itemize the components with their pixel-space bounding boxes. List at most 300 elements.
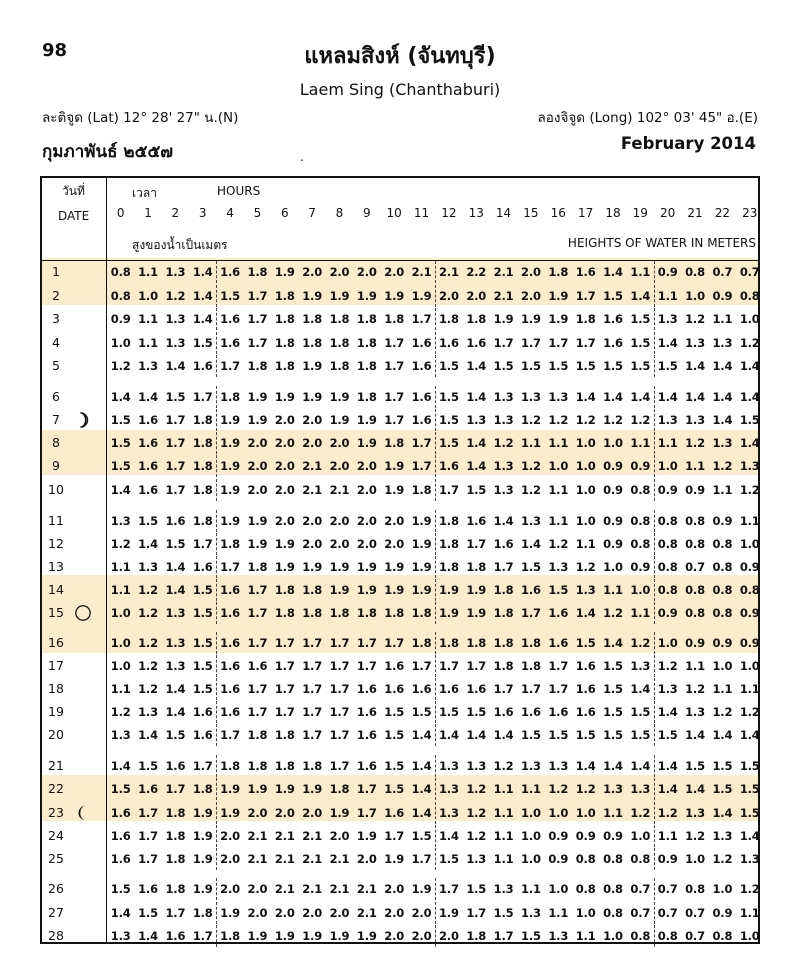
tide-value-cell: 1.9 [302,560,322,574]
table-row [42,510,758,532]
tide-value-cell: 2.0 [247,806,268,820]
tide-value-cell: 1.9 [247,782,268,796]
tide-value-cell: 1.2 [138,682,158,696]
tide-value-cell: 0.8 [712,583,733,597]
tide-value-cell: 1.9 [302,782,322,796]
tide-value-cell: 1.7 [548,682,569,696]
table-row [42,655,758,677]
tide-value-cell: 1.0 [110,336,131,350]
tide-value-cell: 1.1 [739,682,760,696]
tide-value-cell: 1.7 [548,659,569,673]
tide-value-cell: 1.4 [712,413,733,427]
tide-value-cell: 1.4 [575,390,596,404]
tide-value-cell: 1.9 [466,583,487,597]
tide-value-cell: 1.9 [220,436,240,450]
tide-value-cell: 1.7 [165,459,186,473]
tide-value-cell: 1.7 [220,359,240,373]
tide-value-cell: 1.4 [739,728,760,742]
tide-value-cell: 1.3 [165,636,186,650]
tide-value-cell: 1.3 [712,436,733,450]
tide-value-cell: 1.8 [466,929,487,943]
tide-value-cell: 1.8 [521,659,541,673]
tide-value-cell: 1.9 [302,289,322,303]
tide-value-cell: 1.7 [521,336,541,350]
longitude-label: ลองจิจูด (Long) 102° 03' 45" อ.(E) [537,110,758,126]
tide-value-cell: 2.0 [302,413,322,427]
tide-value-cell: 0.9 [739,560,760,574]
tide-value-cell: 1.1 [685,459,705,473]
tide-value-cell: 2.0 [329,265,350,279]
tide-value-cell: 2.1 [274,882,295,896]
tide-value-cell: 1.4 [739,829,760,843]
tide-value-cell: 2.0 [356,265,377,279]
tide-value-cell: 2.2 [466,265,487,279]
tide-value-cell: 1.1 [521,882,541,896]
tide-value-cell: 0.8 [685,537,705,551]
tide-value-cell: 1.4 [165,359,186,373]
tide-value-cell: 1.5 [438,436,459,450]
tide-value-cell: 1.0 [657,459,678,473]
tide-value-cell: 1.0 [603,560,623,574]
tide-value-cell: 1.5 [575,359,596,373]
tide-value-cell: 1.3 [548,390,569,404]
tide-value-cell: 0.8 [712,929,733,943]
height-label-thai: สูงของน้ำเป็นเมตร [132,238,228,252]
tide-value-cell: 1.4 [189,308,217,330]
tide-value-cell: 1.8 [165,806,186,820]
tide-value-cell: 1.8 [189,778,217,800]
tide-value-cell: 1.7 [165,782,186,796]
tide-value-cell: 1.4 [438,728,459,742]
tide-value-cell: 1.0 [110,659,131,673]
day-number: 20 [48,727,64,742]
hour-header-cell: 17 [577,206,594,220]
tide-value-cell: 1.9 [274,782,295,796]
day-number: 1 [52,264,60,279]
tide-value-cell: 1.9 [408,878,436,900]
tide-value-cell: 1.6 [603,312,623,326]
tide-value-cell: 1.3 [521,514,541,528]
tide-value-cell: 2.1 [302,852,322,866]
stray-dot: . [300,150,304,164]
tide-value-cell: 1.5 [739,413,760,427]
tide-value-cell: 1.0 [110,636,131,650]
tide-value-cell: 1.8 [220,537,240,551]
tide-value-cell: 1.5 [110,782,131,796]
tide-value-cell: 2.0 [356,537,377,551]
tide-value-cell: 1.2 [575,413,596,427]
table-row [42,878,758,900]
tide-value-cell: 1.8 [408,632,436,654]
tide-value-cell: 1.2 [739,336,760,350]
tide-value-cell: 1.8 [189,432,217,454]
tide-value-cell: 1.5 [521,359,541,373]
tide-value-cell: 1.5 [438,390,459,404]
tide-value-cell: 1.5 [438,413,459,427]
tide-value-cell: 0.7 [627,902,655,924]
tide-value-cell: 0.8 [657,560,678,574]
tide-value-cell: 1.8 [466,636,487,650]
tide-value-cell: 2.0 [438,289,459,303]
tide-value-cell: 1.7 [247,583,268,597]
tide-value-cell: 1.4 [466,436,487,450]
tide-value-cell: 1.5 [165,728,186,742]
tide-value-cell: 1.4 [408,724,436,746]
tide-value-cell: 1.0 [627,825,655,847]
tide-value-cell: 0.8 [739,583,760,597]
tide-value-cell: 1.9 [189,848,217,870]
tide-value-cell: 2.1 [329,852,350,866]
tide-value-cell: 1.9 [408,533,436,555]
tide-value-cell: 0.8 [575,882,596,896]
tide-value-cell: 1.5 [408,825,436,847]
tide-value-cell: 1.2 [466,782,487,796]
tide-value-cell: 1.3 [548,929,569,943]
tide-value-cell: 0.9 [657,606,678,620]
tide-value-cell: 0.8 [627,479,655,501]
tide-value-cell: 1.0 [575,906,596,920]
hour-header-cell: 21 [687,206,703,220]
tide-value-cell: 2.0 [302,806,322,820]
tide-value-cell: 1.8 [302,312,322,326]
tide-value-cell: 2.0 [220,882,240,896]
tide-value-cell: 1.2 [685,312,705,326]
hours-label: HOURS [217,184,261,198]
tide-value-cell: 0.9 [657,852,678,866]
tide-value-cell: 1.6 [521,705,541,719]
tide-value-cell: 1.0 [685,852,705,866]
tide-value-cell: 1.9 [220,782,240,796]
tide-value-cell: 1.5 [739,759,760,773]
tide-value-cell: 1.7 [356,806,377,820]
tide-value-cell: 1.9 [220,413,240,427]
tide-value-cell: 1.1 [548,906,569,920]
tide-value-cell: 0.9 [657,265,678,279]
tide-value-cell: 1.9 [302,929,322,943]
tide-value-cell: 2.0 [302,265,322,279]
table-row [42,308,758,330]
tide-value-cell: 1.4 [575,606,596,620]
tide-value-cell: 1.4 [685,782,705,796]
tide-value-cell: 1.7 [302,659,322,673]
day-number: 21 [48,758,64,773]
tide-value-cell: 2.1 [247,852,268,866]
tide-value-cell: 0.9 [603,514,623,528]
tide-value-cell: 1.7 [493,336,514,350]
tide-value-cell: 0.7 [627,878,655,900]
tide-value-cell: 1.6 [110,806,131,820]
tide-value-cell: 1.7 [274,705,295,719]
tide-value-cell: 1.6 [220,682,240,696]
tide-value-cell: 1.7 [408,848,436,870]
hour-header-cell: 6 [280,206,289,220]
tide-value-cell: 1.5 [110,436,131,450]
tide-value-cell: 2.0 [438,929,459,943]
tide-value-cell: 2.0 [247,483,268,497]
tide-value-cell: 1.4 [438,829,459,843]
tide-value-cell: 1.2 [627,632,655,654]
day-number: 6 [52,389,60,404]
tide-value-cell: 1.8 [493,636,514,650]
tide-value-cell: 1.6 [220,336,240,350]
tide-value-cell: 1.8 [329,606,350,620]
tide-value-cell: 0.9 [712,906,733,920]
tide-value-cell: 0.9 [685,483,705,497]
tide-value-cell: 1.4 [165,705,186,719]
tide-value-cell: 1.3 [165,336,186,350]
hour-header-cell: 0 [116,206,125,220]
tide-value-cell: 1.4 [657,390,678,404]
day-number: 7 [52,412,60,427]
tide-value-cell: 1.5 [138,514,158,528]
tide-value-cell: 1.0 [575,483,596,497]
tide-value-cell: 1.0 [712,659,733,673]
day-number: 25 [48,851,64,866]
tide-value-cell: 1.6 [384,806,405,820]
tide-value-cell: 2.0 [466,289,487,303]
tide-value-cell: 1.5 [575,728,596,742]
tide-value-cell: 1.5 [521,560,541,574]
tide-value-cell: 1.1 [138,265,158,279]
tide-value-cell: 2.0 [247,459,268,473]
tide-value-cell: 1.4 [493,728,514,742]
tide-value-cell: 1.5 [384,705,405,719]
tide-value-cell: 1.1 [493,852,514,866]
tide-value-cell: 1.5 [438,705,459,719]
tide-value-cell: 1.7 [356,782,377,796]
tide-value-cell: 1.9 [329,390,350,404]
tide-value-cell: 0.9 [739,606,760,620]
tide-value-cell: 1.7 [438,483,459,497]
tide-value-cell: 0.9 [110,312,131,326]
tide-value-cell: 1.5 [189,602,217,624]
tide-value-cell: 1.5 [189,678,217,700]
tide-value-cell: 2.1 [302,459,322,473]
hour-header-cell: 15 [523,206,539,220]
tide-value-cell: 1.7 [165,413,186,427]
day-number: 12 [48,536,64,551]
tide-value-cell: 1.0 [739,312,760,326]
tide-value-cell: 2.0 [408,925,436,947]
tide-value-cell: 1.0 [575,514,596,528]
tide-value-cell: 1.9 [302,390,322,404]
tide-value-cell: 1.5 [575,636,596,650]
tide-value-cell: 1.8 [493,606,514,620]
tide-value-cell: 2.0 [521,289,541,303]
tide-value-cell: 1.9 [408,285,436,307]
tide-value-cell: 1.7 [329,728,350,742]
hour-header-cell: 20 [660,206,676,220]
tide-value-cell: 1.3 [685,705,705,719]
tide-value-cell: 2.0 [247,906,268,920]
tide-value-cell: 1.8 [274,359,295,373]
tide-value-cell: 1.4 [575,759,596,773]
tide-value-cell: 1.1 [627,602,655,624]
tide-value-cell: 1.3 [138,359,158,373]
tide-value-cell: 1.1 [548,483,569,497]
tide-value-cell: 0.8 [627,533,655,555]
tide-value-cell: 1.6 [138,436,158,450]
tide-value-cell: 1.9 [189,878,217,900]
tide-value-cell: 1.8 [575,312,596,326]
tide-value-cell: 1.4 [657,782,678,796]
tide-value-cell: 1.7 [189,386,217,408]
tide-value-cell: 1.6 [165,514,186,528]
tide-value-cell: 1.6 [356,728,377,742]
tide-value-cell: 1.3 [466,759,487,773]
table-row [42,479,758,501]
tide-value-cell: 0.9 [657,483,678,497]
tide-value-cell: 1.9 [438,906,459,920]
tide-value-cell: 1.7 [384,390,405,404]
day-number: 5 [52,358,60,373]
tide-value-cell: 0.9 [603,537,623,551]
table-row [42,579,758,601]
table-row [42,902,758,924]
tide-value-cell: 1.9 [384,483,405,497]
tide-value-cell: 1.9 [329,806,350,820]
tide-value-cell: 1.1 [493,806,514,820]
tide-value-cell: 1.7 [466,659,487,673]
tide-value-cell: 1.9 [220,514,240,528]
tide-value-cell: 1.5 [603,289,623,303]
tide-value-cell: 2.0 [384,906,405,920]
tide-value-cell: 1.7 [247,312,268,326]
tide-value-cell: 1.3 [657,682,678,696]
tide-value-cell: 1.6 [189,701,217,723]
tide-value-cell: 1.6 [356,682,377,696]
tide-value-cell: 1.8 [356,359,377,373]
hour-header-cell: 4 [226,206,234,220]
tide-value-cell: 1.4 [110,759,131,773]
tide-value-cell: 2.0 [384,265,405,279]
tide-value-cell: 2.0 [329,514,350,528]
tide-value-cell: 0.8 [657,514,678,528]
tide-value-cell: 1.0 [603,436,623,450]
tide-value-cell: 1.0 [575,459,596,473]
tide-value-cell: 1.4 [657,336,678,350]
hour-header-cell: 10 [386,206,402,220]
tide-value-cell: 2.0 [274,906,295,920]
tide-value-cell: 1.7 [408,432,436,454]
tide-value-cell: 1.8 [302,583,322,597]
tide-value-cell: 1.7 [220,560,240,574]
tide-value-cell: 1.5 [712,759,733,773]
tide-value-cell: 1.7 [493,682,514,696]
tide-value-cell: 1.8 [247,759,268,773]
tide-value-cell: 1.7 [247,336,268,350]
tide-value-cell: 2.0 [329,906,350,920]
tide-value-cell: 1.5 [493,359,514,373]
day-number: 23 [48,805,64,820]
tide-value-cell: 1.9 [247,390,268,404]
tide-value-cell: 1.0 [548,459,569,473]
tide-value-cell: 1.2 [627,409,655,431]
tide-value-cell: 1.9 [408,556,436,578]
tide-value-cell: 0.8 [603,882,623,896]
tide-value-cell: 1.7 [521,606,541,620]
tide-value-cell: 1.5 [521,929,541,943]
tide-value-cell: 1.8 [189,409,217,431]
tide-value-cell: 1.1 [739,514,760,528]
tide-value-cell: 1.1 [603,583,623,597]
tide-value-cell: 1.7 [247,636,268,650]
tide-value-cell: 1.4 [408,755,436,777]
tide-value-cell: 2.0 [274,436,295,450]
tide-value-cell: 1.4 [138,390,158,404]
tide-value-cell: 1.3 [438,806,459,820]
hour-header-cell: 1 [144,206,152,220]
tide-value-cell: 1.7 [384,636,405,650]
tide-value-cell: 1.9 [189,825,217,847]
tide-value-cell: 1.6 [165,929,186,943]
tide-value-cell: 0.9 [548,852,569,866]
tide-value-cell: 1.7 [493,560,514,574]
tide-value-cell: 1.8 [408,479,436,501]
month-thai: กุมภาพันธ์ ๒๕๕๗ [42,142,174,162]
tide-value-cell: 2.0 [247,882,268,896]
day-number: 24 [48,828,64,843]
tide-value-cell: 2.0 [356,852,377,866]
height-label-english: HEIGHTS OF WATER IN METERS [567,236,756,250]
tide-value-cell: 1.4 [466,390,487,404]
tide-value-cell: 1.2 [739,483,760,497]
tide-value-cell: 1.5 [627,724,655,746]
day-number: 10 [48,482,64,497]
hour-header-cell: 13 [468,206,484,220]
tide-value-cell: 1.4 [712,806,733,820]
tide-value-cell: 1.8 [438,312,459,326]
tide-value-cell: 0.9 [712,636,733,650]
tide-value-cell: 1.0 [657,636,678,650]
tide-value-cell: 0.8 [685,882,705,896]
tide-value-cell: 1.2 [138,636,158,650]
tide-value-cell: 1.7 [189,925,217,947]
tide-value-cell: 1.8 [493,659,514,673]
tide-value-cell: 2.1 [408,261,436,283]
tide-value-cell: 1.4 [165,682,186,696]
tide-value-cell: 1.4 [493,514,514,528]
tide-value-cell: 1.5 [438,359,459,373]
tide-value-cell: 1.7 [356,659,377,673]
tide-value-cell: 1.7 [408,455,436,477]
table-row [42,825,758,847]
tide-value-cell: 1.9 [384,289,405,303]
day-number: 16 [48,635,64,650]
tide-value-cell: 1.6 [220,636,240,650]
hour-header-cell: 14 [495,206,512,220]
tide-value-cell: 2.1 [356,906,377,920]
tide-value-cell: 1.6 [408,386,436,408]
tide-value-cell: 1.9 [220,483,240,497]
tide-value-cell: 1.5 [138,906,158,920]
station-title-english: Laem Sing (Chanthaburi) [299,80,501,99]
tide-value-cell: 1.8 [189,510,217,532]
tide-value-cell: 2.0 [384,882,405,896]
tide-value-cell: 1.7 [521,682,541,696]
tide-value-cell: 1.9 [438,583,459,597]
tide-value-cell: 1.1 [493,829,514,843]
tide-value-cell: 1.5 [603,359,623,373]
tide-value-cell: 1.7 [247,606,268,620]
hour-header-cell: 19 [632,206,648,220]
tide-value-cell: 0.8 [739,289,760,303]
hour-header-cell: 23 [742,206,758,220]
tide-value-cell: 1.8 [165,882,186,896]
tide-value-cell: 1.6 [603,336,623,350]
tide-value-cell: 1.6 [575,682,596,696]
tide-value-cell: 1.4 [739,390,760,404]
